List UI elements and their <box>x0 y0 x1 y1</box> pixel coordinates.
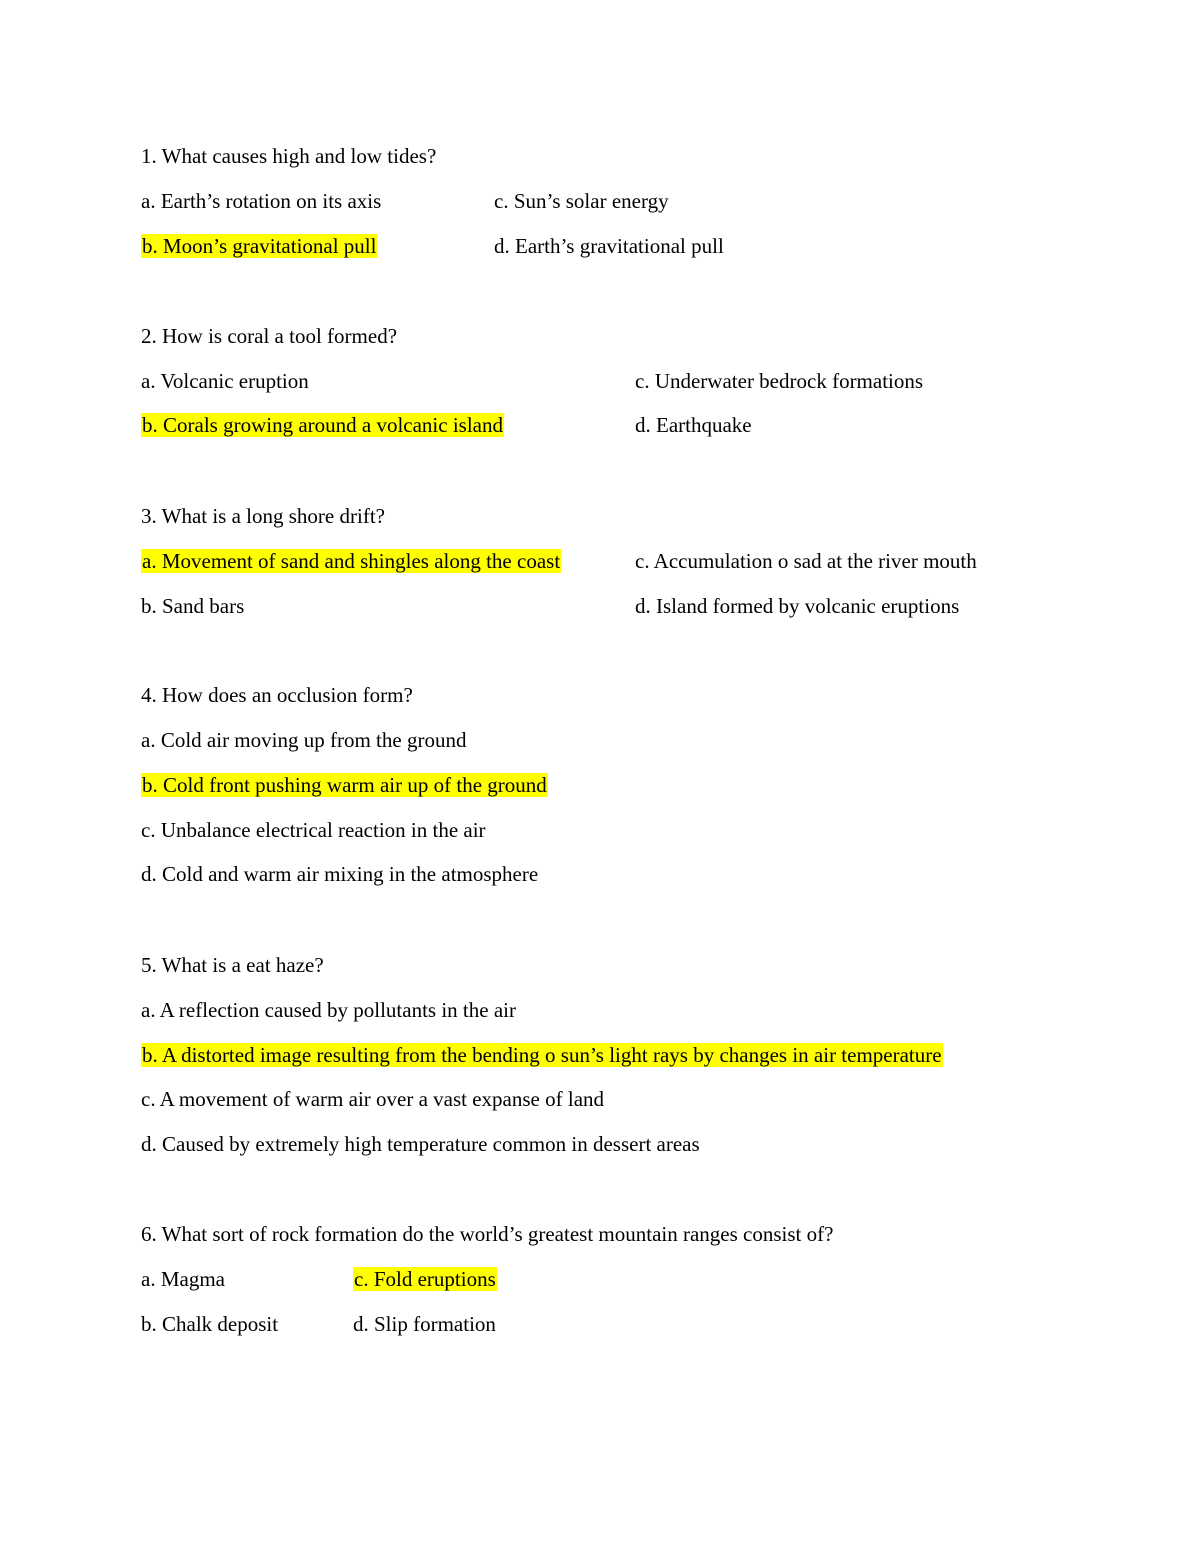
option-text: c. Accumulation o sad at the river mouth <box>635 549 977 573</box>
answer-highlight: b. Corals growing around a volcanic island <box>142 413 503 437</box>
q6-option-b <box>141 1311 278 1337</box>
q3-option-d <box>635 593 959 619</box>
option-text: d. Caused by extremely high temperature common in dessert areas <box>141 1132 700 1156</box>
q2-option-b-correct <box>141 412 504 438</box>
option-text: a. Magma <box>141 1267 225 1291</box>
option-text: a. Volcanic eruption <box>141 369 309 393</box>
q3-option-c <box>635 548 977 574</box>
q2-option-c <box>635 368 923 394</box>
q6-option-c-correct <box>353 1266 497 1292</box>
question-1-text: 1. What causes high and low tides? <box>141 144 437 168</box>
option-text: c. A movement of warm air over a vast expanse of land <box>141 1087 605 1111</box>
option-text: d. Island formed by volcanic eruptions <box>635 594 960 618</box>
q5-option-a <box>141 997 516 1023</box>
q2-option-d <box>635 412 752 438</box>
option-text: b. Chalk deposit <box>141 1312 279 1336</box>
option-text: d. Slip formation <box>353 1312 496 1336</box>
q6-option-d <box>353 1311 496 1337</box>
option-text: c. Unbalance electrical reaction in the air <box>141 818 486 842</box>
question-4-text: 4. How does an occlusion form? <box>141 683 413 707</box>
answer-highlight: b. A distorted image resulting from the bending o sun’s light rays by changes in air temperature <box>142 1043 942 1067</box>
option-text: c. Sun’s solar energy <box>494 189 669 213</box>
answer-highlight: c. Fold eruptions <box>354 1267 496 1291</box>
question-6-text: 6. What sort of rock formation do the world’s greatest mountain ranges consist of? <box>141 1222 834 1246</box>
answer-highlight: b. Moon’s gravitational pull <box>142 234 377 258</box>
q5-option-d <box>141 1131 700 1157</box>
question-5-text: 5. What is a eat haze? <box>141 953 324 977</box>
question-3-text: 3. What is a long shore drift? <box>141 504 385 528</box>
answer-highlight: a. Movement of sand and shingles along the coast <box>142 549 561 573</box>
option-text: d. Earthquake <box>635 413 752 437</box>
option-text: a. A reflection caused by pollutants in the air <box>141 998 516 1022</box>
answer-highlight: b. Cold front pushing warm air up of the ground <box>142 773 547 797</box>
option-text: a. Cold air moving up from the ground <box>141 728 467 752</box>
option-text: a. Earth’s rotation on its axis <box>141 189 382 213</box>
q1-option-b-correct <box>141 233 377 259</box>
q1-option-d <box>494 233 724 259</box>
q4-option-a <box>141 727 466 753</box>
option-text: d. Cold and warm air mixing in the atmosphere <box>141 862 539 886</box>
q3-option-a-correct <box>141 548 561 574</box>
option-text: d. Earth’s gravitational pull <box>494 234 724 258</box>
option-text: c. Underwater bedrock formations <box>635 369 924 393</box>
q4-option-b-correct <box>141 772 548 798</box>
question-2-text: 2. How is coral a tool formed? <box>141 324 398 348</box>
q5-option-b-correct <box>141 1042 943 1068</box>
q4-option-d <box>141 861 538 887</box>
q3-option-b <box>141 593 244 619</box>
q6-option-a <box>141 1266 225 1292</box>
q1-option-a <box>141 188 381 214</box>
q1-option-c <box>494 188 669 214</box>
option-text: b. Sand bars <box>141 594 245 618</box>
q5-option-c <box>141 1086 604 1112</box>
q2-option-a <box>141 368 309 394</box>
q4-option-c <box>141 817 486 843</box>
